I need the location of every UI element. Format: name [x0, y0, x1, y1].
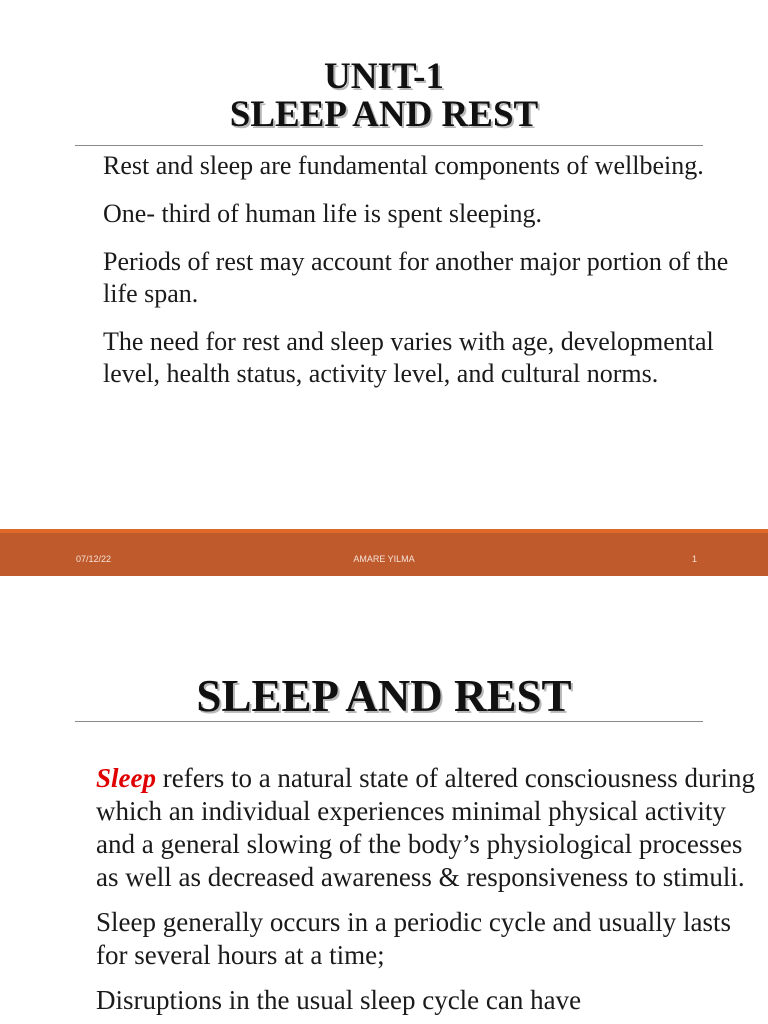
highlighted-term: Sleep	[96, 763, 156, 793]
bullet-item: Sleep generally occurs in a periodic cycle and usually lasts for several hours at a time;	[96, 907, 732, 970]
bullet-item: Disruptions in the usual sleep cycle can have	[96, 985, 582, 1015]
title-divider	[75, 145, 703, 146]
bullet-item	[96, 762, 756, 894]
slide-2	[0, 576, 768, 1024]
bullet-item: Rest and sleep are fundamental components of wellbeing.	[103, 151, 704, 180]
bullet-list	[103, 150, 753, 406]
footer-author: AMARE YILMA	[353, 554, 415, 564]
title-line-1: UNIT-1	[324, 56, 444, 97]
bullet-item: Periods of rest may account for another major portion of the life span.	[103, 247, 729, 308]
title-line-2: SLEEP AND REST	[229, 94, 539, 135]
bullet-text: refers to a natural state of altered consciousness during which an individual experiences minimal physical activity and a general slowing of the body’s physiological processes as well as decreased awareness & responsiveness to stimuli.	[96, 763, 756, 892]
footer-date: 07/12/22	[76, 554, 112, 564]
bullet-item: The need for rest and sleep varies with age, developmental level, health status, activity level, and cultural norms.	[103, 327, 714, 388]
bullet-list	[96, 762, 756, 1024]
slide-title: SLEEP AND REST	[196, 671, 572, 721]
footer-page-number: 1	[692, 554, 698, 564]
title-divider	[75, 721, 703, 722]
slide-footer	[0, 529, 768, 576]
bullet-item: One- third of human life is spent sleeping.	[103, 199, 543, 228]
slide-title	[0, 58, 768, 134]
